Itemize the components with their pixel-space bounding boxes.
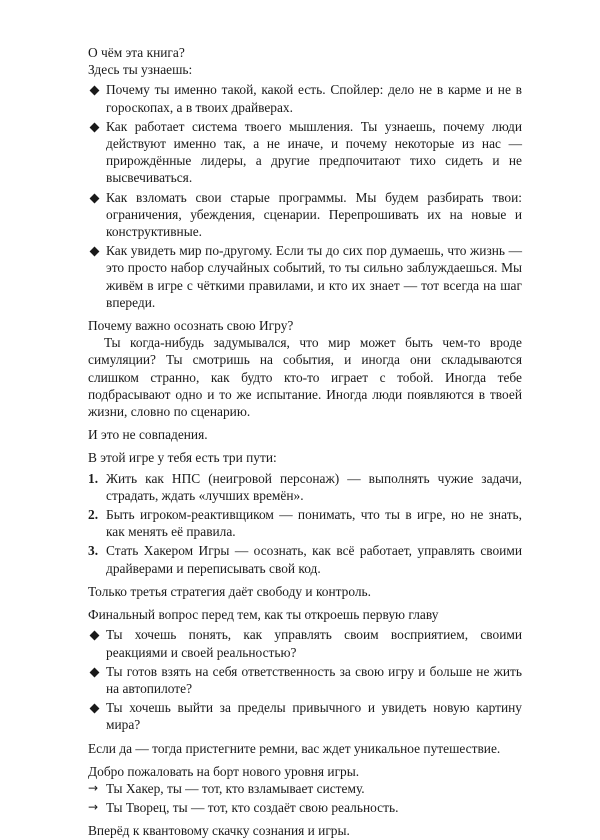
list-item: Как работает система твоего мышления. Ты узнаешь, почему люди действуют именно так, а не иначе, и почему некоторые из нас — прирождённые лидеры, а другие предпочитают тихо сидеть и не высвечиваться. (88, 118, 522, 187)
list-item: → Ты Творец, ты — тот, кто создаёт свою реальность. (88, 800, 399, 816)
list-item: 3. Стать Хакером Игры — осознать, как всё работает, управлять своими драйверами и переписывать свой код. (88, 543, 522, 576)
list-item: → Ты Хакер, ты — тот, кто взламывает систему. (88, 780, 365, 796)
diamond-bullet-icon (88, 189, 104, 206)
list-item: Как взломать свои старые программы. Мы будем разбирать твои: ограничения, убеждения, сценарии. Перепрошивать их на новые и конструктивные. (88, 189, 522, 241)
closing-line: Вперёд к квантовому скачку сознания и игры. (88, 823, 350, 839)
not-coincidence-line: И это не совпадения. (88, 427, 208, 443)
diamond-bullet-icon (88, 242, 104, 259)
game-question: Почему важно осознать свою Игру? (88, 318, 294, 334)
arrow-right-icon: → (88, 780, 99, 795)
path-number: 3. (88, 543, 99, 559)
final-bullet-list (88, 626, 522, 733)
intro-heading: О чём эта книга? (88, 45, 185, 60)
intro-lead: Здесь ты узнаешь: (88, 62, 193, 78)
list-item: Почему ты именно такой, какой есть. Спойлер: дело не в карме и не в гороскопах, а в твоих драйверах. (88, 81, 522, 115)
diamond-bullet-icon (88, 626, 104, 643)
list-item: Ты хочешь выйти за пределы привычного и увидеть новую картину мира? (88, 699, 522, 733)
arrow-right-icon: → (88, 800, 99, 815)
list-item: Ты хочешь понять, как управлять своим восприятием, своими реакциями и своей реальностью? (88, 626, 522, 660)
paths-conclusion: Только третья стратегия даёт свободу и контроль. (88, 583, 371, 599)
diamond-bullet-icon (88, 118, 104, 135)
list-item: Как увидеть мир по-другому. Если ты до сих пор думаешь, что жизнь — это просто набор случайных событий, то ты сильно заблуждаешься. Мы живём в игре с чёткими правилами, и кто их знает — тот всегда на шаг впереди. (88, 242, 522, 311)
diamond-bullet-icon (88, 663, 104, 680)
intro-bullet-list (88, 81, 522, 311)
list-item: 2. Быть игроком-реактивщиком — понимать, что ты в игре, но не знать, как менять её правила. (88, 507, 522, 540)
path-number: 1. (88, 470, 99, 486)
list-item: 1. Жить как НПС (неигровой персонаж) — выполнять чужие задачи, страдать, ждать «лучших времён». (88, 470, 522, 503)
game-paragraph: Ты когда-нибудь задумывался, что мир может быть чем-то вроде симуляции? Ты смотришь на события, и иногда они складываются слишком странно, как будто кто-то играет с тобой. Иногда тебе подбрасывают одно и то же испытание. Иногда люди появляются в твоей жизни, словно по сценарию. (88, 335, 522, 420)
paths-lead: В этой игре у тебя есть три пути: (88, 450, 277, 466)
welcome-arrow-list (88, 780, 522, 816)
paths-numbered-list (88, 470, 522, 577)
diamond-bullet-icon (88, 81, 104, 98)
buckle-line: Если да — тогда пристегните ремни, вас ждет уникальное путешествие. (88, 740, 501, 756)
final-lead: Финальный вопрос перед тем, как ты откроешь первую главу (88, 607, 439, 623)
list-item: Ты готов взять на себя ответственность за свою игру и больше не жить на автопилоте? (88, 663, 522, 697)
path-number: 2. (88, 507, 99, 523)
welcome-lead: Добро пожаловать на борт нового уровня игры. (88, 763, 360, 779)
diamond-bullet-icon (88, 699, 104, 716)
